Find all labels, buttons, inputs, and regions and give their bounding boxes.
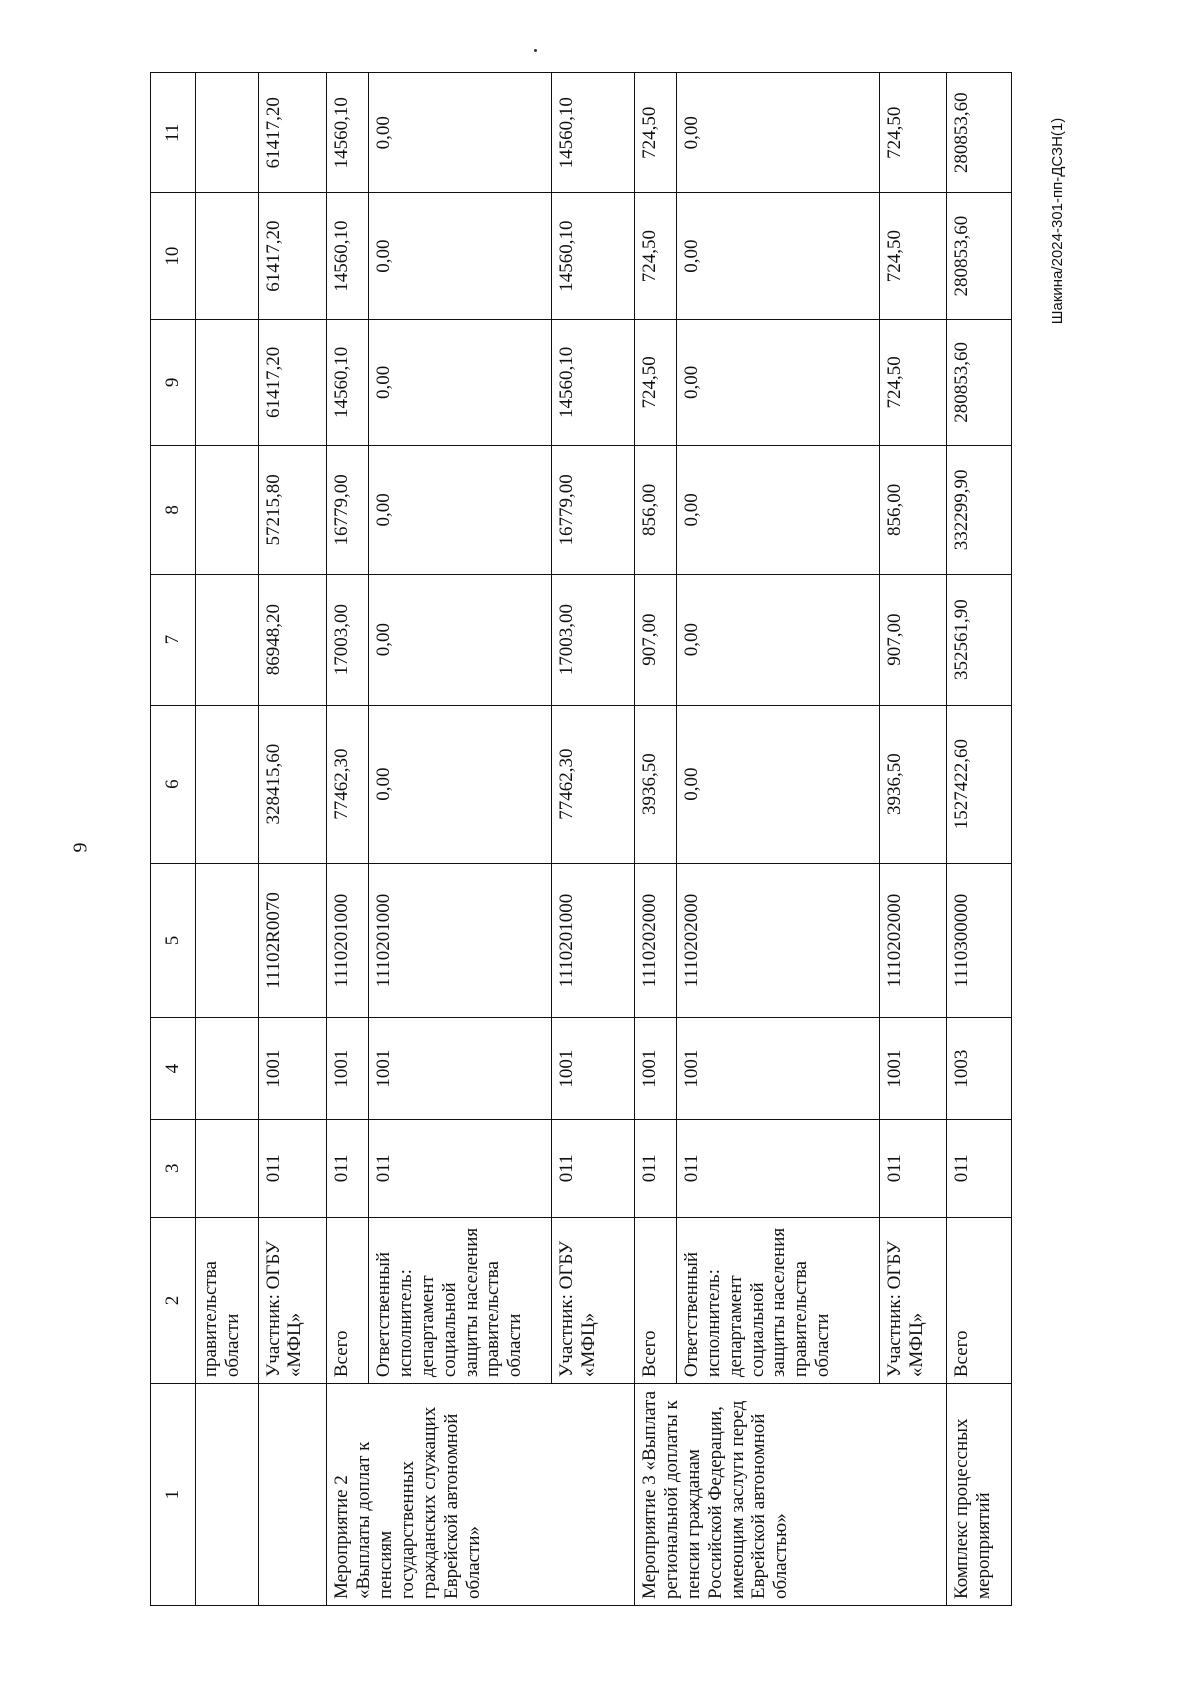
header-cell: 2 (151, 1217, 196, 1383)
table-cell: 856,00 (880, 446, 947, 575)
table-cell: 14560,10 (551, 193, 634, 319)
document-code: Шакина/2024-301-пп-ДСЗН(1) (1049, 117, 1066, 325)
table-cell: 1001 (880, 1018, 947, 1119)
table-cell: 1110202000 (880, 863, 947, 1018)
table-cell: 1001 (258, 1018, 327, 1119)
table-row (880, 73, 947, 1606)
header-cell: 7 (151, 574, 196, 705)
header-cell: 3 (151, 1119, 196, 1217)
table-cell: 61417,20 (258, 319, 327, 445)
table-cell: Ответственный исполнитель: департамент социальной защиты населения правительства области (676, 1217, 879, 1383)
table-cell: Участник: ОГБУ «МФЦ» (551, 1217, 634, 1383)
table-cell: 280853,60 (947, 193, 1012, 319)
table-cell (196, 73, 259, 193)
table-cell: 0,00 (676, 193, 879, 319)
table-cell: 3936,50 (635, 705, 677, 863)
table-cell (258, 1384, 327, 1606)
page-number: 9 (69, 842, 92, 853)
table-cell (196, 574, 259, 705)
table-cell: 328415,60 (258, 705, 327, 863)
table-cell: 0,00 (369, 705, 552, 863)
table-cell: 332299,90 (947, 446, 1012, 575)
table-row (258, 73, 327, 1606)
header-cell: 10 (151, 193, 196, 319)
table-cell (196, 1018, 259, 1119)
table-cell: 011 (327, 1119, 369, 1217)
table-cell: 1003 (947, 1018, 1012, 1119)
table-cell: 0,00 (369, 574, 552, 705)
table-cell: 352561,90 (947, 574, 1012, 705)
table-cell: 57215,80 (258, 446, 327, 575)
table-cell: 86948,20 (258, 574, 327, 705)
table-cell: 14560,10 (551, 73, 634, 193)
table-cell: 77462,30 (327, 705, 369, 863)
table-cell: 0,00 (369, 73, 552, 193)
header-cell: 11 (151, 73, 196, 193)
header-cell: 6 (151, 705, 196, 863)
table-cell: Всего (635, 1217, 677, 1383)
table-cell: Всего (327, 1217, 369, 1383)
table-cell: 0,00 (369, 319, 552, 445)
table-cell: 0,00 (676, 574, 879, 705)
table-cell: 0,00 (676, 705, 879, 863)
table-cell: 77462,30 (551, 705, 634, 863)
table-row (369, 73, 552, 1606)
measure-3-cell: Мероприятие 3 «Выплата региональной доплаты к пенсии гражданам Российской Федерации, имеющим заслуги перед Еврейской автономной областью» (635, 1384, 947, 1606)
table-cell: правительства области (196, 1217, 259, 1383)
table-cell: 011 (635, 1119, 677, 1217)
table-cell (196, 1119, 259, 1217)
table-cell: 280853,60 (947, 73, 1012, 193)
header-row (151, 73, 196, 1606)
header-cell: 1 (151, 1384, 196, 1606)
table-cell: 724,50 (880, 73, 947, 193)
table-row (551, 73, 634, 1606)
table-cell: 0,00 (676, 73, 879, 193)
table-cell: 14560,10 (551, 319, 634, 445)
table-cell: 61417,20 (258, 73, 327, 193)
table-cell: 724,50 (635, 319, 677, 445)
table-cell: 011 (947, 1119, 1012, 1217)
table-cell: 11102R0070 (258, 863, 327, 1018)
table-cell: 724,50 (635, 193, 677, 319)
table-cell: Ответственный исполнитель: департамент социальной защиты населения правительства области (369, 1217, 552, 1383)
table-cell: 14560,10 (327, 193, 369, 319)
header-cell: 8 (151, 446, 196, 575)
table-cell: Всего (947, 1217, 1012, 1383)
table-cell: 724,50 (635, 73, 677, 193)
table-cell: 1110202000 (676, 863, 879, 1018)
table-cell: 1527422,60 (947, 705, 1012, 863)
table-cell (196, 705, 259, 863)
table-row (947, 73, 1012, 1606)
table-cell: 1110300000 (947, 863, 1012, 1018)
stray-dot (534, 49, 537, 52)
table-cell: 1110201000 (369, 863, 552, 1018)
table-cell: 011 (880, 1119, 947, 1217)
table-cell (196, 193, 259, 319)
table-cell: Комплекс процессных мероприятий (947, 1384, 1012, 1606)
table-row (196, 73, 259, 1606)
table-cell (196, 1384, 259, 1606)
header-cell: 9 (151, 319, 196, 445)
table-cell: 907,00 (880, 574, 947, 705)
table-cell: 724,50 (880, 319, 947, 445)
table-cell: 1001 (551, 1018, 634, 1119)
table-cell: 17003,00 (327, 574, 369, 705)
table-cell: 16779,00 (327, 446, 369, 575)
budget-table (150, 72, 1012, 1606)
table-cell: 011 (551, 1119, 634, 1217)
header-cell: 5 (151, 863, 196, 1018)
table-cell (196, 446, 259, 575)
table-cell: 1001 (327, 1018, 369, 1119)
table-cell: 011 (369, 1119, 552, 1217)
header-cell: 4 (151, 1018, 196, 1119)
table-cell: 856,00 (635, 446, 677, 575)
table-cell: 1001 (676, 1018, 879, 1119)
table-cell: 1001 (369, 1018, 552, 1119)
table-cell: 1110201000 (327, 863, 369, 1018)
table-cell: 1110202000 (635, 863, 677, 1018)
table-cell: 61417,20 (258, 193, 327, 319)
table-row (676, 73, 879, 1606)
table-row (327, 73, 369, 1606)
table-cell: Участник: ОГБУ «МФЦ» (880, 1217, 947, 1383)
measure-2-cell: Мероприятие 2 «Выплаты доплат к пенсиям государственных гражданских служащих Еврейской автономной области» (327, 1384, 635, 1606)
table-cell: 16779,00 (551, 446, 634, 575)
table-cell (196, 863, 259, 1018)
table-cell: 011 (258, 1119, 327, 1217)
table-cell (196, 319, 259, 445)
table-cell: 724,50 (880, 193, 947, 319)
table-cell: 011 (676, 1119, 879, 1217)
rotated-table-container (150, 72, 1012, 1606)
table-cell: 0,00 (369, 193, 552, 319)
table-cell: 1001 (635, 1018, 677, 1119)
table-cell: 17003,00 (551, 574, 634, 705)
table-cell: 280853,60 (947, 319, 1012, 445)
table-cell: 1110201000 (551, 863, 634, 1018)
table-cell: 0,00 (676, 446, 879, 575)
table-cell: 14560,10 (327, 73, 369, 193)
table-cell: 14560,10 (327, 319, 369, 445)
table-cell: 0,00 (676, 319, 879, 445)
table-row (635, 73, 677, 1606)
table-cell: 0,00 (369, 446, 552, 575)
table-cell: Участник: ОГБУ «МФЦ» (258, 1217, 327, 1383)
table-cell: 907,00 (635, 574, 677, 705)
table-cell: 3936,50 (880, 705, 947, 863)
